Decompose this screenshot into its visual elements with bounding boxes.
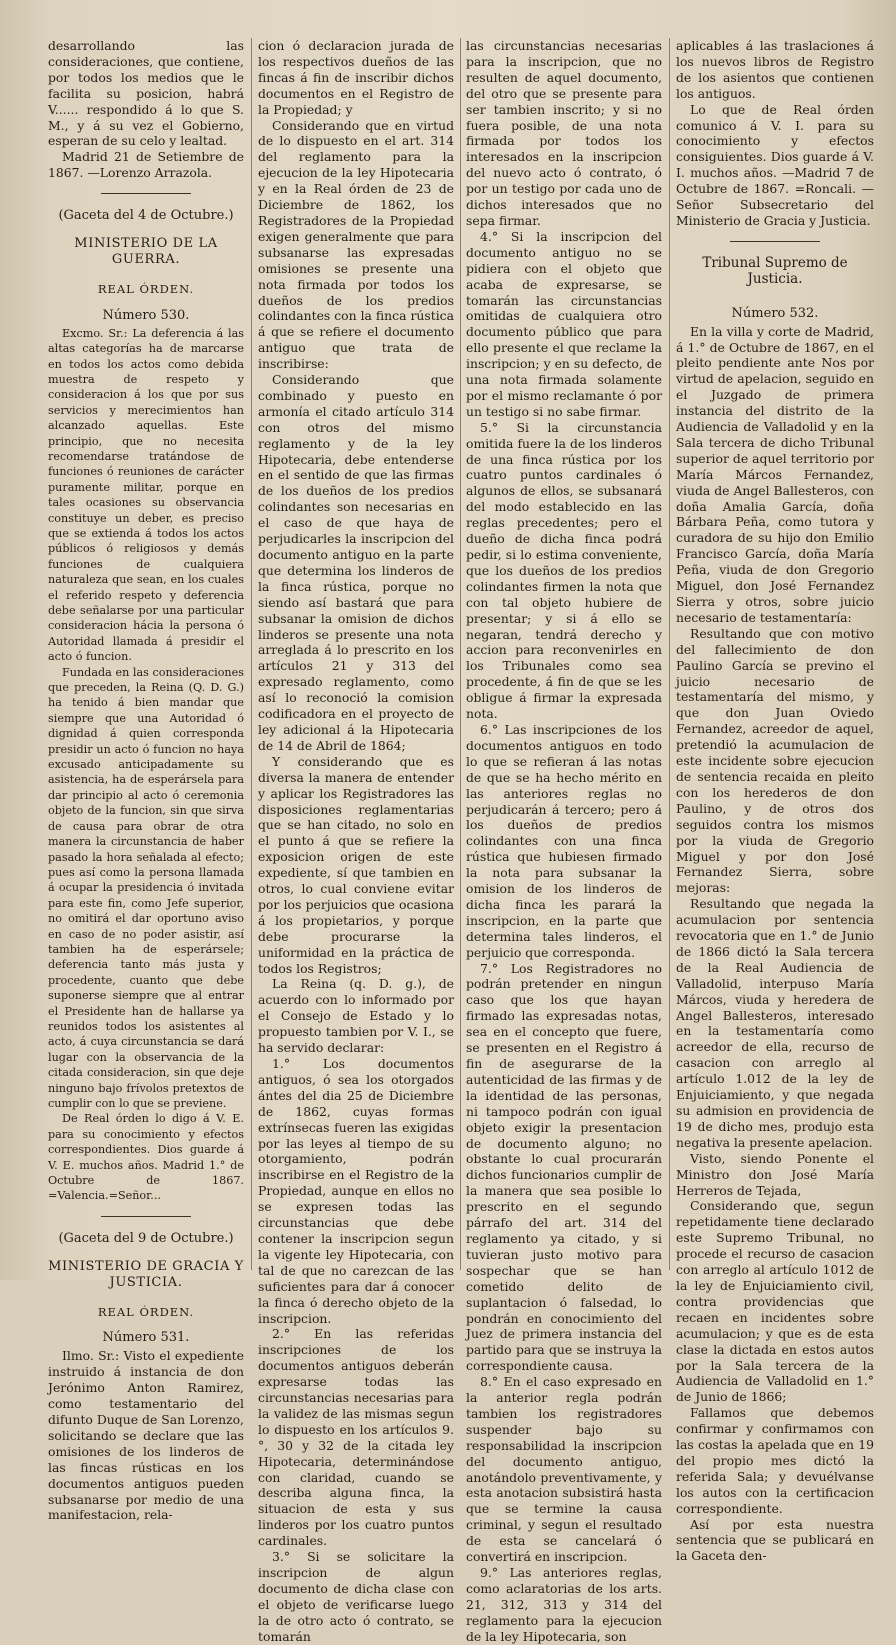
paragraph: Resultando que negada la acumulacion por sentencia revocatoria que en 1.° de Junio de 1866 dictó la Sala tercera de la Real Audiencia de Valladolid, interpuso María Márcos, viuda y heredera de Angel Ballesteros, interesado en la testamentaría como acreedor de ella, recurso de casacion con arreglo al artículo 1.012 de la ley de Enjuiciamiento, y que negada su admision en providencia de 19 de dicho mes, produjo esta negativa la presente apelacion. xyxy=(676,896,874,1150)
paragraph: Considerando que, segun repetidamente tiene declarado este Supremo Tribunal, no procede el recurso de casacion con arreglo al artículo 1012 de la ley de Enjuiciamiento civil, contra providencias que recaen en incidentes sobre acumulacion; y que es de esta clase la dictada en estos autos por la Sala tercera de la Audiencia de Valladolid en 1.° de Junio de 1866; xyxy=(676,1198,874,1405)
gaceta-heading: (Gaceta del 4 de Octubre.) xyxy=(58,208,234,224)
paragraph: Así por esta nuestra sentencia que se publicará en la Gaceta den- xyxy=(676,1516,874,1564)
paragraph: 3.° Si se solicitare la inscripcion de algun documento de dicha clase con el objeto de verificarse luego la de otro acto ó contrato, se tomarán xyxy=(258,1549,454,1644)
paragraph: Excmo. Sr.: La deferencia á las altas categorías ha de marcarse en todos los actos como debida muestra de respeto y consideracion á los que por sus servicios y merecimientos han alcanzado aquellas. Este principio, que no necesita recomendarse tratándose de funciones ó reuniones de carácter puramente militar, porque en tales ocasiones su observancia constituye un deber, es preciso que se extienda á todos los actos públicos ó religiosos y demás funciones de cualquiera naturaleza que sean, en los cuales el referido respeto y deferencia debe señalarse por una particular consideracion hácia la persona ó Autoridad llamada á presidir el acto ó funcion. xyxy=(48,326,244,664)
order-number: Número 530. xyxy=(102,307,190,323)
paragraph: aplicables á las traslaciones á los nuevos libros de Registro de los asientos que contienen los antiguos. xyxy=(676,38,874,101)
signature-line: Madrid 21 de Setiembre de 1867. —Lorenzo Arrazola. xyxy=(48,149,244,181)
real-orden-heading: REAL ÓRDEN. xyxy=(97,1304,195,1319)
order-number: Número 531. xyxy=(102,1330,190,1346)
column-3 xyxy=(466,38,662,1644)
paragraph: Ilmo. Sr.: Visto el expediente instruido á instancia de don Jerónimo Anton Ramirez, como testamentario del difunto Duque de San Lorenzo, solicitando se declare que las omisiones de los linderos de las fincas rústicas en los documentos antiguos pueden subsanarse por medio de una manifestacion, rela- xyxy=(48,1348,244,1523)
section-divider xyxy=(101,193,191,194)
paragraph: La Reina (q. D. g.), de acuerdo con lo informado por el Consejo de Estado y lo propuesto tambien por V. I., se ha servido declarar: xyxy=(258,976,454,1056)
paragraph: Y considerando que es diversa la manera de entender y aplicar los Registradores las disposiciones reglamentarias que se han citado, no solo en el punto á que se refiere la exposicion origen de este expediente, sí que tambien en otros, lo cual conviene evitar por los perjuicios que ocasiona á los propietarios, y porque debe procurarse la uniformidad en la práctica de todos los Registros; xyxy=(258,753,454,976)
tribunal-heading: Tribunal Supremo de Justicia. xyxy=(702,254,848,287)
column-4 xyxy=(676,38,874,1564)
paragraph: De Real órden lo digo á V. E. para su conocimiento y efectos correspondientes. Dios guarde á V. E. muchos años. Madrid 1.° de Octubre de 1867. =Valencia.=Señor... xyxy=(48,1112,244,1203)
column-rule xyxy=(460,38,461,1270)
ministry-heading: MINISTERIO DE GRACIA Y JUSTICIA. xyxy=(48,1258,244,1290)
column-rule xyxy=(669,38,670,1270)
paragraph: desarrollando las consideraciones, que contiene, por todos los medios que le facilita su posicion, habrá V...... respondido á lo que S. M., y á su vez el Gobierno, esperan de su celo y lealtad. xyxy=(48,38,244,149)
section-divider xyxy=(730,241,820,242)
paragraph: 4.° Si la inscripcion del documento antiguo no se pidiera con el objeto que acaba de expresarse, se tomarán las circunstancias omitidas de cualquiera otro documento público que para ello presente el que reclame la inscripcion; y en su defecto, de una nota firmada solamente por el mismo reclamante ó por un testigo si no sabe firmar. xyxy=(466,228,662,419)
paragraph: En la villa y corte de Madrid, á 1.° de Octubre de 1867, en el pleito pendiente ante Nos por virtud de apelacion, seguido en el Juzgado de primera instancia del distrito de la Audiencia de Valladolid y en la Sala tercera de dicho Tribunal superior de aquel territorio por María Márcos Fernandez, viuda de Angel Ballesteros, con doña Amalia García, doña Bárbara Peña, como tutora y curadora de su hijo don Emilio Francisco García, doña María Peña, viuda de don Gregorio Miguel, don José Fernandez Sierra y otros, sobre juicio necesario de testamentaría: xyxy=(676,323,874,625)
gaceta-heading: (Gaceta del 9 de Octubre.) xyxy=(58,1230,234,1246)
sentence-number: Número 532. xyxy=(731,305,819,321)
ministry-heading: MINISTERIO DE LA GUERRA. xyxy=(74,236,218,267)
paragraph: Considerando que en virtud de lo dispuesto en el art. 314 del reglamento para la ejecucion de la ley Hipotecaria y en la Real órden de 23 de Diciembre de 1862, los Registradores de la Propiedad exigen generalmente que para subsanarse las expresadas omisiones se presente una nota firmada por todos los dueños de los predios colindantes con la finca rústica á que se refiere el documento antiguo que trata de inscribirse: xyxy=(258,117,454,372)
paragraph: Fundada en las consideraciones que preceden, la Reina (Q. D. G.) ha tenido á bien mandar que siempre que una Autoridad ó dignidad á quien corresponda presidir un acto ó funcion no haya excusado anticipadamente su asistencia, ha de esperársela para dar principio al acto ó ceremonia objeto de la funcion, sin que sirva de causa para obrar de otra manera la circunstancia de haber pasado la hora señalada al efecto; pues así como la persona llamada á ocupar la presidencia ó invitada para este fin, como Jefe superior, no omitirá el dar oportuno aviso en caso de no poder asistir, así tambien ha de esperársele; deferencia tanto más justa y procedente, cuanto que debe suponerse siempre que al entrar el Presidente han de hallarse ya reunidos todos los asistentes al acto, á cuya circunstancia se dará lugar con la observancia de la citada consideracion, sin que deje ninguno bajo frívolos pretextos de cumplir con lo que se previene. xyxy=(48,665,244,1110)
paragraph: 2.° En las referidas inscripciones de los documentos antiguos deberán expresarse todas las circunstancias necesarias para la validez de las mismas segun lo dispuesto en los artículos 9.°, 30 y 32 de la citada ley Hipotecaria, determinándose con claridad, cuando se describa alguna finca, la situacion de esta y sus linderos por los cuatro puntos cardinales. xyxy=(258,1326,454,1549)
paragraph: las circunstancias necesarias para la inscripcion, que no resulten de aquel documento, del otro que se presente para ser tambien inscrito; y si no fuera posible, de una nota firmada por todos los interesados en la inscripcion del nuevo acto ó contrato, ó por un testigo por cada uno de dichos interesados que no sepa firmar. xyxy=(466,38,662,228)
paragraph: 6.° Las inscripciones de los documentos antiguos en todo lo que se refieran á las notas de que se ha hecho mérito en las anteriores reglas no perjudicarán á tercero; pero á los dueños de predios colindantes con una finca rústica que hubiesen firmado la nota para subsanar la omision de los linderos de dicha finca les parará la inscripcion, en la parte que determina tales linderos, el perjuicio que corresponda. xyxy=(466,721,662,960)
paragraph: Resultando que con motivo del fallecimiento de don Paulino García se previno el juicio necesario de testamentaría del mismo, y que don Juan Oviedo Fernandez, acreedor de aquel, pretendió la acumulacion de este incidente sobre ejecucion de sentencia recaida en pleito con los herederos de don Paulino, y de otros dos seguidos contra los mismos por la viuda de Gregorio Miguel y por don José Fernandez Sierra, sobre mejoras: xyxy=(676,625,874,896)
paragraph: 5.° Si la circunstancia omitida fuere la de los linderos de una finca rústica por los cuatro puntos cardinales ó algunos de ellos, se subsanará del modo establecido en las reglas precedentes; pero el dueño de dicha finca podrá pedir, si lo estima conveniente, que los dueños de los predios colindantes firmen la nota que con tal objeto hubiere de presentar; y si á ello se negaran, tendrá derecho y accion para reconvenirles en los Tribunales como sea procedente, á fin de que se les obligue á firmar la expresada nota. xyxy=(466,419,662,722)
column-2 xyxy=(258,38,454,1644)
section-divider xyxy=(101,1216,191,1217)
real-orden-heading: REAL ÓRDEN. xyxy=(97,281,195,296)
paragraph: 9.° Las anteriores reglas, como aclaratorias de los arts. 21, 312, 313 y 314 del reglamento para la ejecucion de la ley Hipotecaria, son xyxy=(466,1565,662,1644)
paragraph: Lo que de Real órden comunico á V. I. para su conocimiento y efectos consiguientes. Dios guarde á V. I. muchos años. —Madrid 7 de Octubre de 1867. =Roncali. —Señor Subsecretario del Ministerio de Gracia y Justicia. xyxy=(676,101,874,228)
paragraph: Visto, siendo Ponente el Ministro don José María Herreros de Tejada, xyxy=(676,1150,874,1198)
column-1 xyxy=(48,38,244,1523)
column-rule xyxy=(251,38,252,1270)
paragraph: cion ó declaracion jurada de los respectivos dueños de las fincas á fin de inscribir dichos documentos en el Registro de la Propiedad; y xyxy=(258,38,454,117)
paragraph: 7.° Los Registradores no podrán pretender en ningun caso que los que hayan firmado las expresadas notas, sea en el concepto que fuere, se presenten en el Registro á fin de asegurarse de la autenticidad de las firmas y de la identidad de las personas, ni tampoco podrán con igual objeto exigir la presentacion de documento alguno; no obstante lo cual procurarán dichos funcionarios cumplir de la manera que sea posible lo prescrito en el segundo párrafo del art. 314 del reglamento ya citado, y si tuvieran justo motivo para sospechar que se han cometido delito de suplantacion ó falsedad, lo pondrán en conocimiento del Juez de primera instancia del partido para que se instruya la correspondiente causa. xyxy=(466,960,662,1374)
paragraph: 8.° En el caso expresado en la anterior regla podrán tambien los registradores suspender bajo su responsabilidad la inscripcion del documento antiguo, anotándolo preventivamente, y esta anotacion subsistirá hasta que se termine la causa criminal, y segun el resultado de esta se cancelará ó convertirá en inscripcion. xyxy=(466,1374,662,1565)
paragraph: 1.° Los documentos antiguos, ó sea los otorgados ántes del dia 25 de Diciembre de 1862, cuyas formas extrínsecas fueren las exigidas por las leyes al tiempo de su otorgamiento, podrán inscribirse en el Registro de la Propiedad, aunque en ellos no se expresen todas las circunstancias que debe contener la inscripcion segun la vigente ley Hipotecaria, con tal de que no carezcan de las suficientes para dar á conocer la finca ó derecho objeto de la inscripcion. xyxy=(258,1056,454,1326)
paragraph: Considerando que combinado y puesto en armonía el citado artículo 314 con otros del mismo reglamento y de la ley Hipotecaria, debe entenderse en el sentido de que las firmas de los dueños de los predios colindantes son necesarias en el caso de que haya de perjudicarles la inscripcion del documento antiguo en la parte que determina los linderos de la finca rústica, porque no siendo así bastará que para subsanar la omision de dichos linderos se presente una nota arreglada á lo prescrito en los artículos 21 y 313 del expresado reglamento, como así lo reconoció la comision codificadora en el proyecto de ley adicional á la Hipotecaria de 14 de Abril de 1864; xyxy=(258,372,454,753)
paragraph: Fallamos que debemos confirmar y confirmamos con las costas la apelada que en 19 del propio mes dictó la referida Sala; y devuélvanse los autos con la certificacion correspondiente. xyxy=(676,1405,874,1516)
